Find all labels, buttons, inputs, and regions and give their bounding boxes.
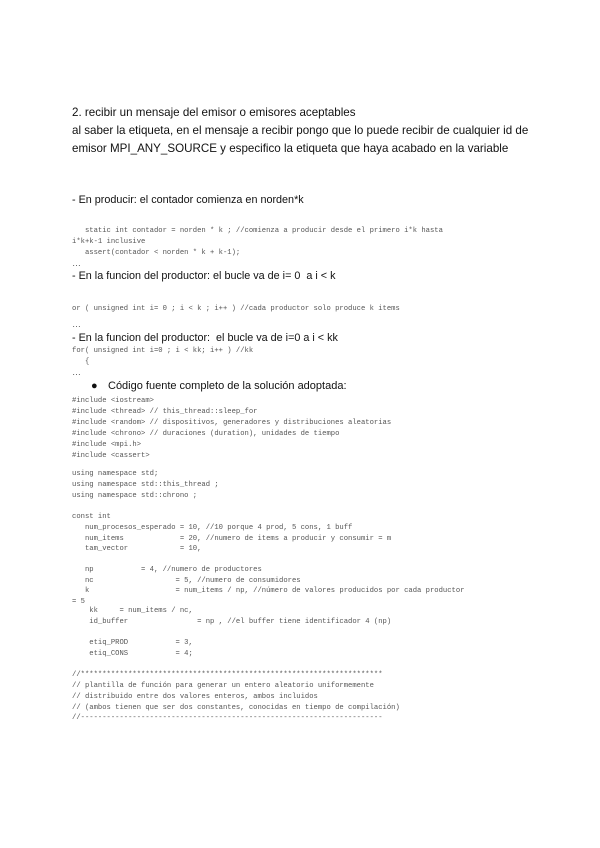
code-line: { bbox=[72, 358, 90, 366]
intro-line-3: emisor MPI_ANY_SOURCE y especifico la etiqueta que haya acabado en la variable bbox=[72, 142, 509, 155]
ellipsis: … bbox=[72, 319, 81, 329]
code-line: etiq_PROD = 3, bbox=[72, 639, 193, 647]
code-line: using namespace std::this_thread ; bbox=[72, 481, 219, 489]
section-heading-producir: - En producir: el contador comienza en norden*k bbox=[72, 194, 304, 206]
section-heading-productor: - En la funcion del productor: el bucle va de i= 0 a i < k bbox=[72, 270, 336, 282]
code-line: kk = num_items / nc, bbox=[72, 607, 193, 615]
ellipsis: … bbox=[72, 367, 81, 377]
code-line: #include <cassert> bbox=[72, 452, 150, 460]
ellipsis: … bbox=[72, 258, 81, 268]
code-line: = 5 bbox=[72, 598, 85, 606]
code-line: i*k+k-1 inclusive bbox=[72, 238, 146, 246]
code-line: //********************************************************************** bbox=[72, 671, 383, 679]
code-line: // distribuido entre dos valores enteros, ambos incluidos bbox=[72, 693, 318, 701]
code-line: // plantilla de función para generar un entero aleatorio uniformemente bbox=[72, 682, 374, 690]
code-line: #include <mpi.h> bbox=[72, 441, 142, 449]
code-line: // (ambos tienen que ser dos constantes, conocidas en tiempo de compilación) bbox=[72, 704, 400, 712]
code-line: nc = 5, //numero de consumidores bbox=[72, 577, 301, 585]
code-line: #include <random> // dispositivos, generadores y distribuciones aleatorias bbox=[72, 419, 392, 427]
code-line: using namespace std::chrono ; bbox=[72, 492, 198, 500]
code-line: assert(contador < norden * k + k-1); bbox=[72, 249, 241, 257]
code-line: num_procesos_esperado = 10, //10 porque 4 prod, 5 cons, 1 buff bbox=[72, 524, 353, 532]
bullet-dot: ● bbox=[91, 380, 98, 392]
code-line: const int bbox=[72, 513, 111, 521]
code-line: #include <iostream> bbox=[72, 397, 154, 405]
code-line: using namespace std; bbox=[72, 470, 159, 478]
section-heading-productor-kk: - En la funcion del productor: el bucle va de i=0 a i < kk bbox=[72, 332, 338, 344]
bullet-heading: Código fuente completo de la solución adoptada: bbox=[108, 380, 347, 392]
code-line: static int contador = norden * k ; //comienza a producir desde el primero i*k hasta bbox=[72, 227, 443, 235]
code-line: #include <thread> // this_thread::sleep_for bbox=[72, 408, 258, 416]
code-line: or ( unsigned int i= 0 ; i < k ; i++ ) //cada productor solo produce k items bbox=[72, 305, 400, 313]
code-line: np = 4, //numero de productores bbox=[72, 566, 262, 574]
code-line: tam_vector = 10, bbox=[72, 545, 202, 553]
code-line: //---------------------------------------------------------------------- bbox=[72, 714, 383, 722]
code-line: for( unsigned int i=0 ; i < kk; i++ ) //kk bbox=[72, 347, 254, 355]
intro-line-2: al saber la etiqueta, en el mensaje a recibir pongo que lo puede recibir de cualquier id de bbox=[72, 124, 529, 137]
code-line: id_buffer = np , //el buffer tiene identificador 4 (np) bbox=[72, 618, 392, 626]
code-line: k = num_items / np, //número de valores producidos por cada productor bbox=[72, 587, 465, 595]
code-line: etiq_CONS = 4; bbox=[72, 650, 193, 658]
code-line: num_items = 20, //numero de items a producir y consumir = m bbox=[72, 535, 392, 543]
intro-line-1: 2. recibir un mensaje del emisor o emisores aceptables bbox=[72, 106, 356, 119]
code-line: #include <chrono> // duraciones (duration), unidades de tiempo bbox=[72, 430, 340, 438]
